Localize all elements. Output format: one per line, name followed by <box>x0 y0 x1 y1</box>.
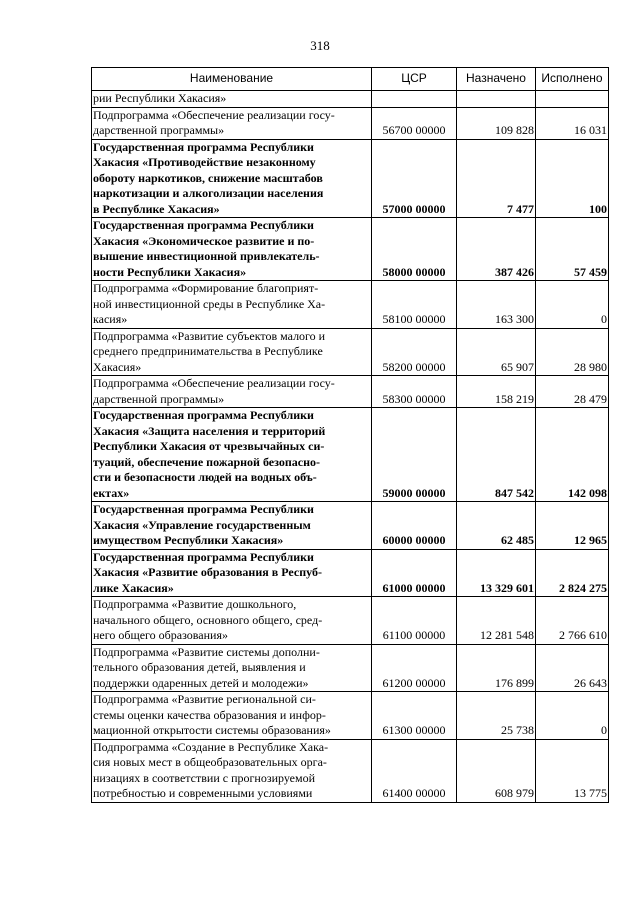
row-planned-cell: 608 979 <box>457 739 536 802</box>
table-row <box>92 139 609 218</box>
row-planned-cell: 387 426 <box>457 218 536 281</box>
row-executed-cell: 2 824 275 <box>536 549 609 597</box>
row-csr-cell: 58300 00000 <box>372 376 457 408</box>
row-name-cell: Подпрограмма «Развитие системы дополни- тельного образования детей, выявления и поддержки одаренных детей и молодежи» <box>92 644 372 692</box>
row-name-cell: Государственная программа Республики Хакасия «Развитие образования в Респуб- лике Хакасия» <box>92 549 372 597</box>
row-planned-cell: 163 300 <box>457 281 536 329</box>
table-row <box>92 328 609 376</box>
row-csr-cell: 61300 00000 <box>372 692 457 740</box>
row-planned-cell: 109 828 <box>457 107 536 139</box>
header-planned: Назначено <box>457 68 536 91</box>
row-csr-cell <box>372 91 457 108</box>
table-header-row <box>92 68 609 91</box>
row-name-cell: Государственная программа Республики Хакасия «Экономическое развитие и по- вышение инвестиционной привлекатель- ности Республики Хакасия» <box>92 218 372 281</box>
table-row <box>92 376 609 408</box>
row-executed-cell: 26 643 <box>536 644 609 692</box>
row-name-cell: Подпрограмма «Формирование благоприят- ной инвестиционной среды в Республике Ха- касия» <box>92 281 372 329</box>
row-executed-cell: 13 775 <box>536 739 609 802</box>
budget-table <box>91 67 609 803</box>
row-name-cell: Государственная программа Республики Хакасия «Защита населения и территорий Республики Хакасия от чрезвычайных си- туаций, обеспечение пожарной безопасно- сти и безопасности людей на водных объ- ектах» <box>92 408 372 502</box>
row-executed-cell: 28 980 <box>536 328 609 376</box>
row-executed-cell: 142 098 <box>536 408 609 502</box>
header-executed: Исполнено <box>536 68 609 91</box>
row-planned-cell: 847 542 <box>457 408 536 502</box>
row-planned-cell: 158 219 <box>457 376 536 408</box>
table-row <box>92 218 609 281</box>
row-csr-cell: 61100 00000 <box>372 597 457 645</box>
page-number: 318 <box>310 38 330 53</box>
table-row <box>92 692 609 740</box>
row-executed-cell: 16 031 <box>536 107 609 139</box>
row-csr-cell: 58200 00000 <box>372 328 457 376</box>
row-csr-cell: 61000 00000 <box>372 549 457 597</box>
table-row <box>92 502 609 550</box>
row-executed-cell: 2 766 610 <box>536 597 609 645</box>
row-csr-cell: 61200 00000 <box>372 644 457 692</box>
row-name-cell: Подпрограмма «Создание в Республике Хака- сия новых мест в общеобразовательных орга- низациях в соответствии с прогнозируемой потребностью и современными условиями <box>92 739 372 802</box>
row-executed-cell: 12 965 <box>536 502 609 550</box>
table-row <box>92 597 609 645</box>
row-csr-cell: 56700 00000 <box>372 107 457 139</box>
row-name-cell: Государственная программа Республики Хакасия «Противодействие незаконному обороту наркотиков, снижение масштабов наркотизации и алкоголизации населения в Республике Хакасия» <box>92 139 372 218</box>
row-executed-cell: 28 479 <box>536 376 609 408</box>
row-planned-cell: 12 281 548 <box>457 597 536 645</box>
row-executed-cell: 100 <box>536 139 609 218</box>
row-executed-cell: 0 <box>536 281 609 329</box>
table-row <box>92 281 609 329</box>
table-row <box>92 739 609 802</box>
header-name: Наименование <box>92 68 372 91</box>
row-executed-cell <box>536 91 609 108</box>
table-row <box>92 644 609 692</box>
header-csr: ЦСР <box>372 68 457 91</box>
row-executed-cell: 57 459 <box>536 218 609 281</box>
row-name-cell: Подпрограмма «Обеспечение реализации госу- дарственной программы» <box>92 376 372 408</box>
row-csr-cell: 59000 00000 <box>372 408 457 502</box>
row-name-cell: Государственная программа Республики Хакасия «Управление государственным имуществом Республики Хакасия» <box>92 502 372 550</box>
row-name-cell: Подпрограмма «Развитие дошкольного, начального общего, основного общего, сред- него общего образования» <box>92 597 372 645</box>
row-planned-cell: 7 477 <box>457 139 536 218</box>
table-row <box>92 91 609 108</box>
row-planned-cell: 65 907 <box>457 328 536 376</box>
table-row <box>92 408 609 502</box>
row-csr-cell: 58100 00000 <box>372 281 457 329</box>
row-name-cell: рии Республики Хакасия» <box>92 91 372 108</box>
table-row <box>92 549 609 597</box>
row-csr-cell: 60000 00000 <box>372 502 457 550</box>
table-body <box>92 91 609 803</box>
row-name-cell: Подпрограмма «Развитие субъектов малого и среднего предпринимательства в Республике Хакасия» <box>92 328 372 376</box>
row-csr-cell: 58000 00000 <box>372 218 457 281</box>
row-planned-cell: 25 738 <box>457 692 536 740</box>
row-name-cell: Подпрограмма «Обеспечение реализации госу- дарственной программы» <box>92 107 372 139</box>
row-executed-cell: 0 <box>536 692 609 740</box>
row-csr-cell: 57000 00000 <box>372 139 457 218</box>
row-name-cell: Подпрограмма «Развитие региональной си- стемы оценки качества образования и инфор- мационной открытости системы образования» <box>92 692 372 740</box>
row-planned-cell <box>457 91 536 108</box>
table-row <box>92 107 609 139</box>
row-planned-cell: 176 899 <box>457 644 536 692</box>
row-csr-cell: 61400 00000 <box>372 739 457 802</box>
row-planned-cell: 62 485 <box>457 502 536 550</box>
row-planned-cell: 13 329 601 <box>457 549 536 597</box>
